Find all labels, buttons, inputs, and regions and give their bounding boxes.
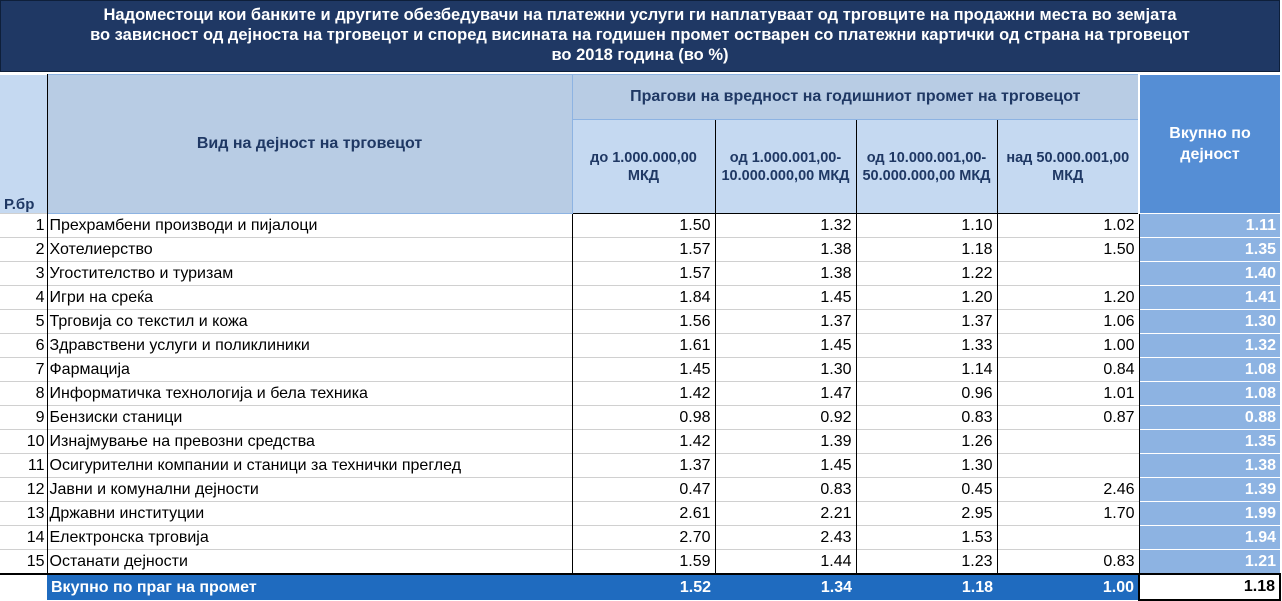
- row-number: 2: [0, 238, 47, 262]
- row-activity: Осигурителни компании и станици за технички преглед: [47, 454, 572, 478]
- table-row: [0, 430, 1280, 454]
- row-col-3: 2.95: [856, 502, 997, 526]
- header-rbr: Р.бр: [0, 75, 47, 214]
- row-col-2: 0.83: [715, 478, 856, 502]
- row-col-4: [997, 454, 1139, 478]
- row-col-3: 1.20: [856, 286, 997, 310]
- row-number: 15: [0, 550, 47, 575]
- row-activity: Здравствени услуги и поликлиники: [47, 334, 572, 358]
- row-col-1: 1.42: [572, 430, 715, 454]
- row-col-4: 1.50: [997, 238, 1139, 262]
- row-col-2: 1.44: [715, 550, 856, 575]
- row-number: 10: [0, 430, 47, 454]
- row-col-2: 1.30: [715, 358, 856, 382]
- row-col-1: 1.50: [572, 214, 715, 238]
- row-activity: Игри на среќа: [47, 286, 572, 310]
- table-row: [0, 214, 1280, 238]
- row-col-2: 1.32: [715, 214, 856, 238]
- row-total: 1.11: [1139, 214, 1280, 238]
- row-col-2: 1.37: [715, 310, 856, 334]
- row-col-2: 1.45: [715, 334, 856, 358]
- title-line-2: во зависност од дејноста на трговецот и според висината на годишен промет остварен со платежни картички од страна на трговецот: [90, 26, 1190, 44]
- row-activity: Останати дејности: [47, 550, 572, 575]
- row-col-4: 1.06: [997, 310, 1139, 334]
- row-col-3: 0.83: [856, 406, 997, 430]
- row-activity: Изнајмување на превозни средства: [47, 430, 572, 454]
- row-total: 1.94: [1139, 526, 1280, 550]
- row-col-1: 1.59: [572, 550, 715, 575]
- row-col-4: 1.02: [997, 214, 1139, 238]
- footer-row: [0, 574, 1280, 600]
- header-col-2: од 1.000.001,00-10.000.000,00 МКД: [715, 120, 856, 214]
- row-total: 1.38: [1139, 454, 1280, 478]
- row-col-3: 1.37: [856, 310, 997, 334]
- row-col-3: 0.45: [856, 478, 997, 502]
- table-row: [0, 454, 1280, 478]
- row-col-1: 1.56: [572, 310, 715, 334]
- row-total: 1.08: [1139, 382, 1280, 406]
- footer-label: Вкупно по праг на промет: [47, 574, 572, 600]
- row-col-4: 0.87: [997, 406, 1139, 430]
- row-col-1: 1.57: [572, 262, 715, 286]
- row-col-4: 0.83: [997, 550, 1139, 575]
- header-col-3: од 10.000.001,00-50.000.000,00 МКД: [856, 120, 997, 214]
- row-activity: Информатичка технологија и бела техника: [47, 382, 572, 406]
- header-col-4: над 50.000.001,00 МКД: [997, 120, 1139, 214]
- row-activity: Државни институции: [47, 502, 572, 526]
- row-number: 13: [0, 502, 47, 526]
- title-line-3: во 2018 година (во %): [551, 46, 729, 64]
- footer-blank: [0, 574, 47, 600]
- row-activity: Бензиски станици: [47, 406, 572, 430]
- row-total: 1.35: [1139, 238, 1280, 262]
- row-number: 12: [0, 478, 47, 502]
- row-number: 7: [0, 358, 47, 382]
- table-row: [0, 550, 1280, 575]
- footer-col-2: 1.34: [715, 574, 856, 600]
- row-col-3: 0.96: [856, 382, 997, 406]
- footer-col-1: 1.52: [572, 574, 715, 600]
- row-col-1: 1.57: [572, 238, 715, 262]
- row-col-1: 0.47: [572, 478, 715, 502]
- table-row: [0, 262, 1280, 286]
- row-col-1: 0.98: [572, 406, 715, 430]
- row-number: 4: [0, 286, 47, 310]
- row-activity: Прехрамбени производи и пијалоци: [47, 214, 572, 238]
- row-activity: Фармација: [47, 358, 572, 382]
- header-total: Вкупно по дејност: [1139, 75, 1280, 214]
- row-col-4: 2.46: [997, 478, 1139, 502]
- row-col-4: 1.00: [997, 334, 1139, 358]
- row-number: 6: [0, 334, 47, 358]
- row-total: 1.41: [1139, 286, 1280, 310]
- row-activity: Хотелиерство: [47, 238, 572, 262]
- table-row: [0, 310, 1280, 334]
- row-col-3: 1.10: [856, 214, 997, 238]
- row-col-3: 1.53: [856, 526, 997, 550]
- row-col-2: 1.45: [715, 286, 856, 310]
- row-activity: Угостителство и туризам: [47, 262, 572, 286]
- row-col-1: 1.84: [572, 286, 715, 310]
- row-col-2: 1.45: [715, 454, 856, 478]
- header-col-1: до 1.000.000,00 МКД: [572, 120, 715, 214]
- row-col-4: [997, 262, 1139, 286]
- header-activity: Вид на дејност на трговецот: [47, 75, 572, 214]
- row-number: 5: [0, 310, 47, 334]
- table-title: [0, 0, 1280, 72]
- row-col-4: [997, 526, 1139, 550]
- row-number: 1: [0, 214, 47, 238]
- row-total: 1.39: [1139, 478, 1280, 502]
- row-activity: Електронска трговија: [47, 526, 572, 550]
- table-row: [0, 526, 1280, 550]
- row-col-1: 2.70: [572, 526, 715, 550]
- row-col-1: 1.42: [572, 382, 715, 406]
- row-col-4: 1.20: [997, 286, 1139, 310]
- row-number: 14: [0, 526, 47, 550]
- row-col-3: 1.26: [856, 430, 997, 454]
- title-line-1: Надоместоци кои банките и другите обезбедувачи на платежни услуги ги наплатуваат од трговците на продажни места во земјата: [103, 6, 1177, 24]
- row-total: 1.08: [1139, 358, 1280, 382]
- footer-col-4: 1.00: [997, 574, 1139, 600]
- row-col-1: 1.37: [572, 454, 715, 478]
- row-col-3: 1.30: [856, 454, 997, 478]
- row-col-4: 0.84: [997, 358, 1139, 382]
- row-number: 11: [0, 454, 47, 478]
- row-col-2: 1.38: [715, 262, 856, 286]
- row-col-4: [997, 430, 1139, 454]
- table-row: [0, 382, 1280, 406]
- row-col-4: 1.70: [997, 502, 1139, 526]
- table-row: [0, 334, 1280, 358]
- row-col-1: 1.45: [572, 358, 715, 382]
- row-col-2: 1.39: [715, 430, 856, 454]
- row-col-1: 2.61: [572, 502, 715, 526]
- header-thresholds: Прагови на вредност на годишниот промет на трговецот: [572, 75, 1139, 120]
- row-total: 1.40: [1139, 262, 1280, 286]
- row-activity: Трговија со текстил и кожа: [47, 310, 572, 334]
- row-col-3: 1.33: [856, 334, 997, 358]
- table-row: [0, 478, 1280, 502]
- row-number: 9: [0, 406, 47, 430]
- row-number: 8: [0, 382, 47, 406]
- row-number: 3: [0, 262, 47, 286]
- table-row: [0, 406, 1280, 430]
- row-col-3: 1.22: [856, 262, 997, 286]
- row-col-3: 1.23: [856, 550, 997, 575]
- row-col-2: 0.92: [715, 406, 856, 430]
- row-col-3: 1.14: [856, 358, 997, 382]
- row-total: 1.35: [1139, 430, 1280, 454]
- footer-col-3: 1.18: [856, 574, 997, 600]
- table-row: [0, 286, 1280, 310]
- row-col-2: 1.38: [715, 238, 856, 262]
- row-col-2: 1.47: [715, 382, 856, 406]
- row-total: 1.30: [1139, 310, 1280, 334]
- table-row: [0, 502, 1280, 526]
- row-col-2: 2.21: [715, 502, 856, 526]
- row-total: 1.99: [1139, 502, 1280, 526]
- row-col-4: 1.01: [997, 382, 1139, 406]
- row-total: 1.32: [1139, 334, 1280, 358]
- fees-table: [0, 74, 1281, 601]
- footer-total: 1.18: [1139, 574, 1280, 600]
- row-total: 0.88: [1139, 406, 1280, 430]
- row-activity: Јавни и комунални дејности: [47, 478, 572, 502]
- table-row: [0, 358, 1280, 382]
- row-col-1: 1.61: [572, 334, 715, 358]
- row-total: 1.21: [1139, 550, 1280, 575]
- table-row: [0, 238, 1280, 262]
- row-col-3: 1.18: [856, 238, 997, 262]
- row-col-2: 2.43: [715, 526, 856, 550]
